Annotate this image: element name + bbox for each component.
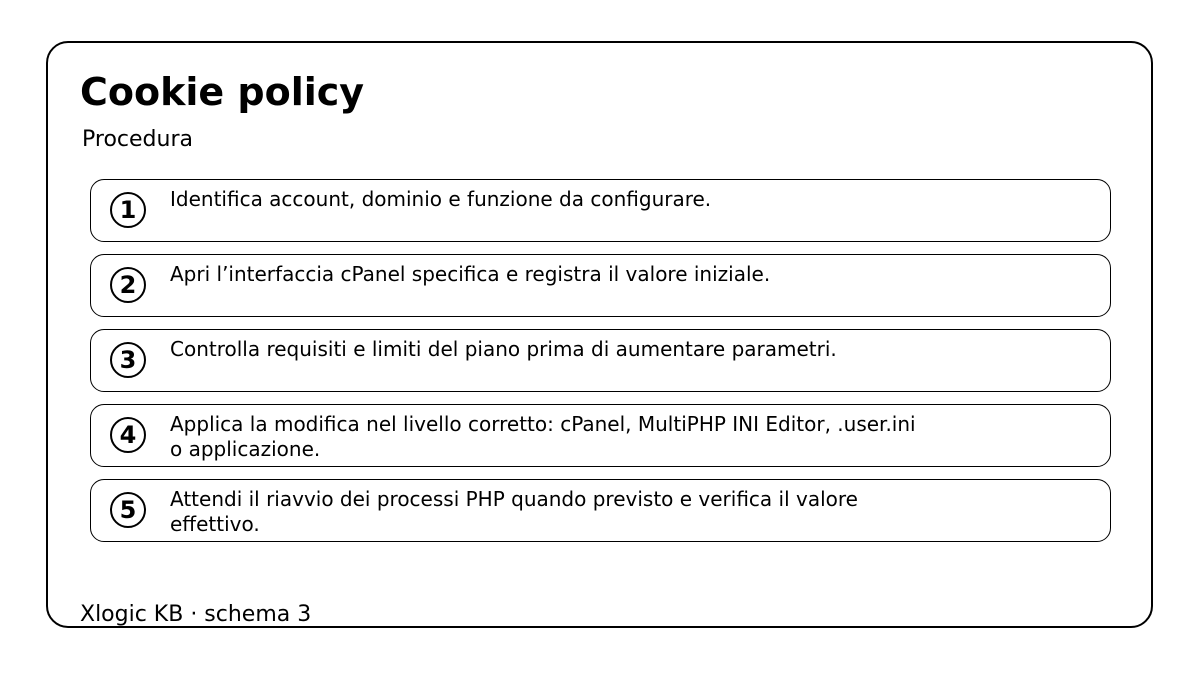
step-box-1 — [90, 179, 1111, 242]
step-text: Applica la modifica nel livello corretto: cPanel, MultiPHP INI Editor, .user.ini o applicazione. — [170, 412, 916, 461]
page-title: Cookie policy — [80, 70, 365, 114]
step-box-5 — [90, 479, 1111, 542]
step-number-badge: 3 — [110, 342, 146, 378]
step-number-badge: 1 — [110, 192, 146, 228]
step-text: Identifica account, dominio e funzione da configurare. — [170, 187, 712, 211]
step-box-2 — [90, 254, 1111, 317]
step-text: Controlla requisiti e limiti del piano prima di aumentare parametri. — [170, 337, 837, 361]
step-number-badge: 4 — [110, 417, 146, 453]
step-number-badge: 5 — [110, 492, 146, 528]
step-box-4 — [90, 404, 1111, 467]
step-box-3 — [90, 329, 1111, 392]
footer-caption: Xlogic KB · schema 3 — [80, 602, 312, 627]
step-number-badge: 2 — [110, 267, 146, 303]
step-text: Apri l’interfaccia cPanel specifica e registra il valore iniziale. — [170, 262, 771, 286]
steps-list — [90, 179, 1111, 554]
step-text: Attendi il riavvio dei processi PHP quando previsto e verifica il valore effettivo. — [170, 487, 858, 536]
section-subtitle: Procedura — [82, 127, 193, 152]
